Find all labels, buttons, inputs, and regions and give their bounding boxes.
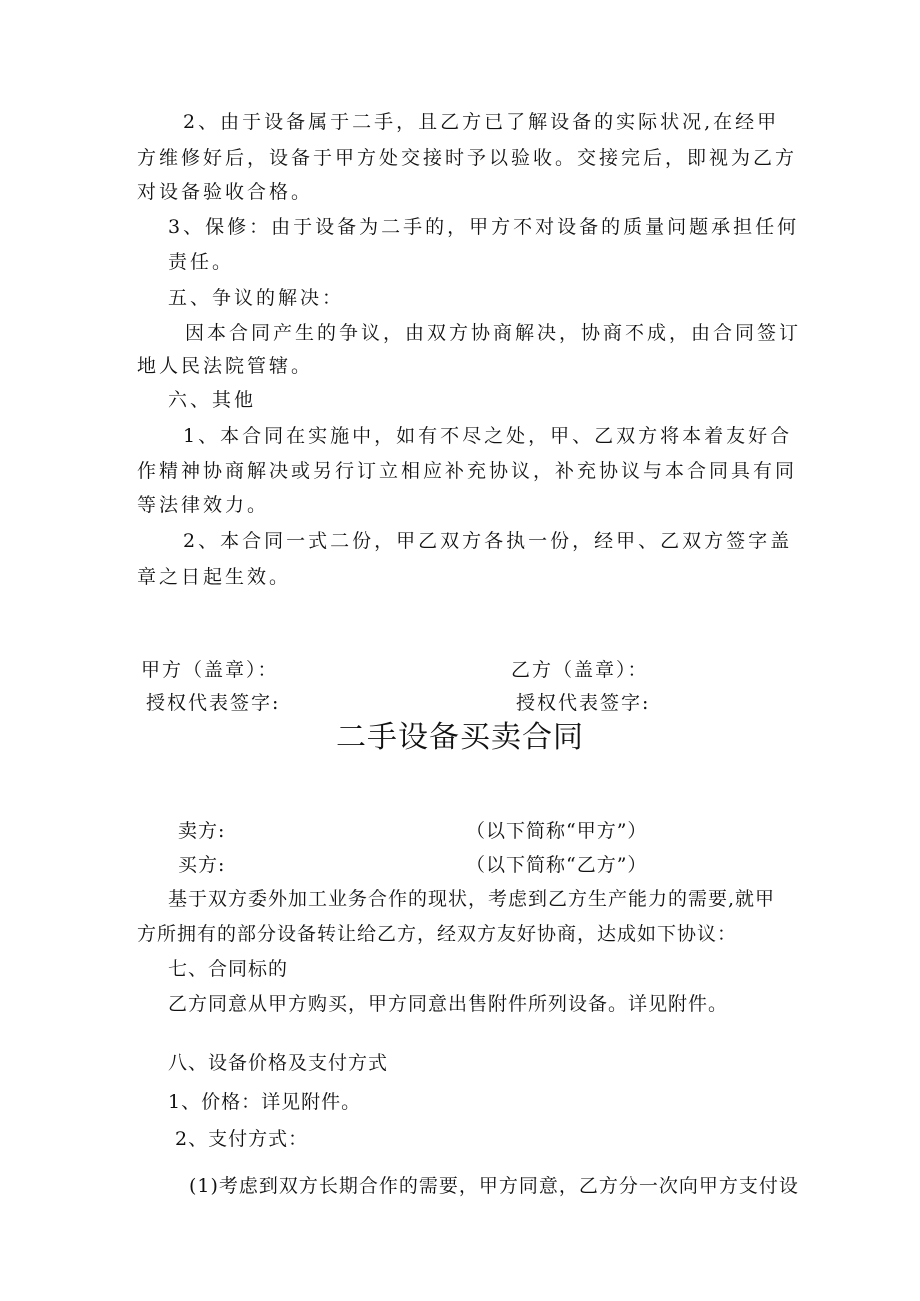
seller-abbreviation: （以下简称“甲方”） [466,820,648,842]
section-7-line-1: 乙方同意从甲方购买，甲方同意出售附件所列设备。详见附件。 [168,993,729,1015]
section-6-clause-1-line-2: 作精神协商解决或另行订立相应补充协议，补充协议与本合同具有同 [137,460,798,482]
contract-title: 二手设备买卖合同 [336,720,584,755]
party-a-rep-label: 授权代表签字: [146,692,281,714]
preamble-line-2: 方所拥有的部分设备转让给乙方，经双方友好协商，达成如下协议： [137,923,738,945]
section-8-heading: 八、设备价格及支付方式 [168,1052,389,1074]
clause-2-line-2: 方维修好后，设备于甲方处交接时予以验收。交接完后，即视为乙方 [137,147,798,169]
section-6-clause-1-line-3: 等法律效力。 [137,494,270,516]
seller-label: 卖方: [178,820,226,842]
buyer-abbreviation: （以下简称“乙方”） [466,854,648,876]
clause-2-line-1: 2、由于设备属于二手，且乙方已了解设备的实际状况,在经甲 [183,111,780,133]
section-6-clause-2-line-1: 2、本合同一式二份，甲乙双方各执一份，经甲、乙双方签字盖 [183,530,793,552]
section-6-heading: 六、其他 [168,389,257,411]
clause-3-line-2: 责任。 [168,251,235,273]
party-b-seal-label: 乙方（盖章）： [511,659,649,681]
section-6-clause-1-line-1: 1、本合同在实施中，如有不尽之处，甲、乙双方将本着友好合 [183,425,793,447]
section-8-item-1: 1、价格：详见附件。 [168,1091,362,1113]
section-6-clause-2-line-2: 章之日起生效。 [137,566,292,588]
clause-3-line-1: 3、保修：由于设备为二手的，甲方不对设备的质量问题承担任何 [168,216,800,238]
section-5-heading: 五、争议的解决： [168,287,345,309]
section-8-item-2-1: (1)考虑到双方长期合作的需要，甲方同意，乙方分一次向甲方支付设 [189,1175,799,1197]
section-8-item-2: 2、支付方式： [175,1128,309,1150]
party-a-seal-label: 甲方（盖章）： [141,659,279,681]
preamble-line-1: 基于双方委外加工业务合作的现状，考虑到乙方生产能力的需要,就甲 [168,888,776,910]
section-7-heading: 七、合同标的 [168,958,289,980]
section-5-line-2: 地人民法院管辖。 [137,355,314,377]
section-5-line-1: 因本合同产生的争议，由双方协商解决，协商不成，由合同签订 [185,322,802,344]
party-b-rep-label: 授权代表签字: [516,692,651,714]
clause-2-line-3: 对设备验收合格。 [137,181,314,203]
buyer-label: 买方: [178,854,226,876]
